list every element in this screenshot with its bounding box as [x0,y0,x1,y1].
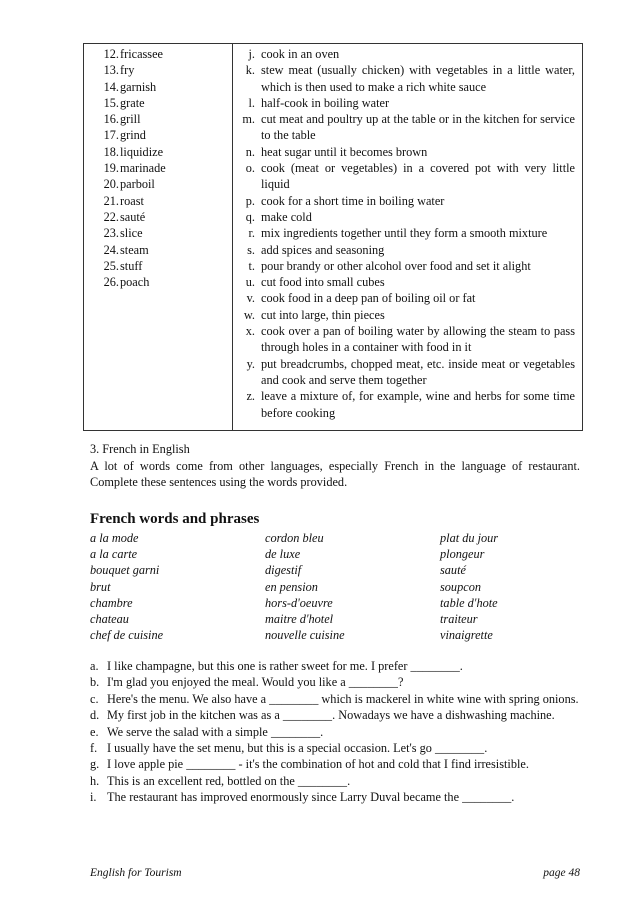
definition-item [233,323,581,356]
sentence-item [90,724,580,740]
term-number: 25. [103,258,119,273]
term-number: 23. [103,226,119,241]
sentence-letter: g. [90,757,100,772]
term-word: roast [120,193,144,208]
sentence-text: I'm glad you enjoyed the meal. Would you like a ________? [107,675,404,690]
term-item [89,95,229,111]
definition-text: cut food into small cubes [261,275,385,290]
term-number: 15. [103,95,119,110]
definition-letter: w. [243,307,255,322]
definition-item [233,144,581,160]
term-item [89,209,229,225]
term-item [89,111,229,127]
term-item [89,46,229,62]
sentence-text: I love apple pie ________ - it's the combination of hot and cold that I find irresistible. [107,757,529,772]
definition-text: half-cook in boiling water [261,95,390,110]
definition-item [233,242,581,258]
definition-item [233,62,581,95]
term-word: garnish [120,79,157,94]
definition-letter: p. [245,193,255,208]
definition-text: cut meat and poultry up at the table or in the kitchen for service to the table [261,112,575,143]
french-word: a la carte [90,547,138,562]
term-word: grill [120,112,141,127]
sentence-letter: f. [90,741,98,756]
term-item [89,225,229,241]
french-word: a la mode [90,531,139,545]
term-item [89,62,229,78]
term-item [89,79,229,95]
term-word: fry [120,63,135,78]
definition-text: make cold [261,209,312,224]
sentence-text: My first job in the kitchen was as a ________. Nowadays we have a dishwashing machine. [107,708,555,723]
definition-text: add spices and seasoning [261,242,385,257]
french-word: digestif [265,563,302,578]
sentence-letter: a. [90,659,99,673]
definition-letter: s. [247,242,255,257]
term-number: 20. [103,177,119,192]
french-word: vinaigrette [440,628,493,643]
sentence-text: I like champagne, but this one is rather sweet for me. I prefer ________. [107,659,463,673]
sentence-text: This is an excellent red, bottled on the ________. [107,773,351,788]
term-word: slice [120,226,143,241]
term-word: grate [120,95,145,110]
definition-text: cook for a short time in boiling water [261,193,445,208]
term-word: poach [120,275,150,290]
definition-letter: o. [245,161,255,176]
french-word: plat du jour [440,531,499,545]
french-words-grid [90,530,580,643]
definition-item [233,46,581,62]
french-word: sauté [440,563,466,578]
term-word: fricassee [120,47,164,61]
term-number: 16. [103,112,119,127]
term-item [89,274,229,290]
sentence-letter: h. [90,773,100,788]
sentence-text: Here's the menu. We also have a ________ which is mackerel in white wine with spring onions. [107,691,579,706]
sentence-item [90,740,580,756]
section-intro: A lot of words come from other languages, especially French in the language of restaurant. Complete these sentences using the words provided. [90,458,580,489]
definitions-column [233,46,581,421]
term-word: liquidize [120,144,164,159]
terms-column [89,46,229,290]
definition-letter: j. [248,47,255,61]
sentence-letter: e. [90,724,99,739]
section-3 [90,441,580,491]
definition-text: pour brandy or other alcohol over food and set it alight [261,258,531,273]
french-word: cordon bleu [265,531,324,545]
definition-text: cook (meat or vegetables) in a covered pot with very little liquid [261,161,575,192]
definition-item [233,209,581,225]
french-word: soupcon [440,579,481,594]
definition-letter: m. [242,112,255,127]
definition-text: stew meat (usually chicken) with vegetables in a little water, which is then used to make a rich white sauce [261,63,575,94]
sentences-list [90,658,580,806]
french-word: table d'hote [440,595,498,610]
term-number: 22. [103,209,119,224]
french-word: traiteur [440,612,478,627]
term-item [89,144,229,160]
definition-item [233,356,581,389]
definition-letter: n. [245,144,255,159]
definition-text: heat sugar until it becomes brown [261,144,428,159]
definition-letter: z. [246,389,255,404]
definition-letter: u. [245,275,255,290]
sentence-item [90,674,580,690]
definition-letter: q. [245,209,255,224]
definition-item [233,307,581,323]
sentence-item [90,756,580,772]
term-number: 14. [103,79,119,94]
definition-text: cook in an oven [261,47,340,61]
definition-text: put breadcrumbs, chopped meat, etc. inside meat or vegetables and cook and serve them together [261,356,575,387]
sentence-letter: b. [90,675,100,690]
french-words-title: French words and phrases [90,511,260,527]
french-word: plongeur [440,547,485,562]
sentence-item [90,658,580,674]
definition-item [233,111,581,144]
sentence-item [90,691,580,707]
french-word: de luxe [265,547,301,562]
definition-letter: y. [246,356,255,371]
french-word: maitre d'hotel [265,612,334,627]
sentence-letter: d. [90,708,100,723]
definition-letter: x. [245,324,255,339]
french-word: en pension [265,579,318,594]
section-heading: 3. French in English [90,442,190,456]
french-word: chateau [90,612,129,627]
french-word: chambre [90,595,133,610]
term-number: 26. [103,275,119,290]
term-number: 19. [103,161,119,176]
term-word: sauté [120,209,146,224]
term-word: steam [120,242,149,257]
sentence-text: The restaurant has improved enormously since Larry Duval became the ________. [107,790,515,805]
footer-book-title: English for Tourism [90,867,182,879]
sentence-text: We serve the salad with a simple ________. [107,724,324,739]
sentence-item [90,789,580,805]
definition-item [233,225,581,241]
footer-page-number: page 48 [543,867,580,879]
term-item [89,160,229,176]
definition-letter: k. [245,63,255,78]
french-word: brut [90,579,111,594]
term-item [89,176,229,192]
term-number: 12. [103,47,119,61]
sentence-letter: i. [90,790,97,805]
term-word: stuff [120,258,143,273]
definition-item [233,258,581,274]
term-number: 18. [103,144,119,159]
definition-text: cook food in a deep pan of boiling oil or fat [261,291,476,306]
definition-letter: r. [248,226,255,241]
definition-letter: l. [248,95,255,110]
definition-letter: v. [246,291,255,306]
definition-text: mix ingredients together until they form a smooth mixture [261,226,548,241]
definition-letter: t. [248,258,255,273]
term-word: grind [120,128,146,143]
definition-item [233,160,581,193]
definition-text: cook over a pan of boiling water by allowing the steam to pass through holes in a container with food in it [261,324,575,355]
sentence-item [90,707,580,723]
definition-item [233,290,581,306]
term-number: 13. [103,63,119,78]
french-word: chef de cuisine [90,628,164,643]
term-item [89,242,229,258]
sentence-text: I usually have the set menu, but this is a special occasion. Let's go ________. [107,741,488,756]
definition-text: leave a mixture of, for example, wine and herbs for some time before cooking [261,389,575,420]
term-item [89,258,229,274]
definition-item [233,95,581,111]
term-number: 17. [103,128,119,143]
matching-table [83,43,583,431]
definition-text: cut into large, thin pieces [261,307,385,322]
term-item [89,193,229,209]
term-word: marinade [120,161,166,176]
sentence-item [90,773,580,789]
definition-item [233,274,581,290]
term-number: 24. [103,242,119,257]
french-word: nouvelle cuisine [265,628,345,643]
term-item [89,127,229,143]
term-word: parboil [120,177,155,192]
french-word: bouquet garni [90,563,160,578]
sentence-letter: c. [90,691,99,706]
term-number: 21. [103,193,119,208]
definition-item [233,388,581,421]
definition-item [233,193,581,209]
page-footer [90,867,580,879]
french-word: hors-d'oeuvre [265,595,333,610]
